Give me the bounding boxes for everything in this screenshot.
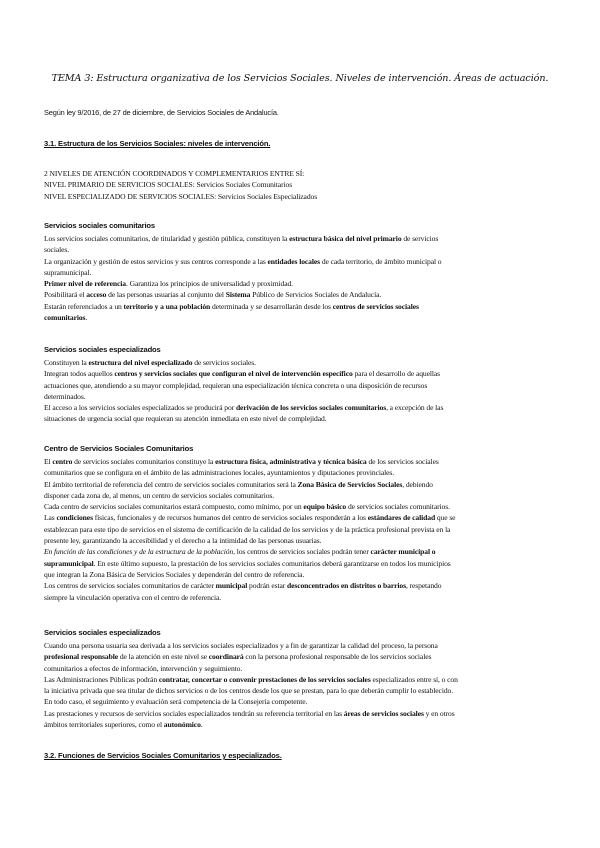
paragraph-line: [44, 289, 564, 300]
text-run: centro: [52, 457, 73, 466]
paragraph-line: supramunicipal.: [44, 267, 92, 277]
text-run: de los servicios sociales: [366, 457, 439, 466]
heading-especializados: Servicios sociales especializados: [44, 345, 161, 354]
paragraph-line: [44, 301, 564, 312]
paragraph-line: [44, 479, 564, 490]
text-run: estructura básica del nivel primario: [289, 234, 402, 243]
paragraph-line: determinados.: [44, 391, 86, 401]
text-run: determinada y se desarrollarán desde los: [210, 301, 333, 311]
paragraph-line: [44, 580, 564, 591]
text-run: de la atención en este nivel se: [118, 652, 209, 662]
paragraph-line: actuaciones que, atendiendo a su mayor complejidad, requieran una especialización técnica concreta o una disposición de recursos: [44, 380, 428, 390]
text-run: , debiendo: [402, 479, 433, 489]
text-run: Cada centro de servicios sociales comunitarios estará compuesto, como mínimo, por un: [44, 502, 304, 512]
paragraph-line: [44, 719, 564, 730]
text-run: carácter municipal o: [370, 547, 436, 557]
paragraph-line: presente ley, garantizando la accesibilidad y el derecho a la intimidad de las personas usuarias.: [44, 536, 322, 546]
paragraph-line: comunitarios que se configura en el ámbito de las administraciones locales, ayuntamientos y diputaciones provinciales.: [44, 468, 395, 478]
text-run: Los centros de servicios sociales comunitarios de carácter: [44, 581, 216, 591]
paragraph-line: [44, 357, 564, 368]
paragraph-line: establezcan para este tipo de servicios en el sistema de certificación de la calidad de los servicios y de la práctica profesional prevista en la: [44, 524, 451, 534]
text-run: de servicios sociales.: [192, 358, 256, 367]
paragraph-line: siempre la vinculación operativa con el centro de referencia.: [44, 592, 222, 602]
text-run: . Garantiza los principios de universalidad y proximidad.: [125, 279, 293, 289]
comunitarios-paragraphs: [44, 233, 564, 323]
text-run: entidades locales: [267, 256, 321, 266]
niveles-list: [44, 168, 564, 202]
paragraph-line: que integran la Zona Básica de Servicios Sociales y dependerán del centro de referencia.: [44, 569, 305, 579]
text-run: municipal: [215, 581, 248, 591]
paragraph-line: [44, 278, 564, 289]
paragraph-line: [44, 708, 564, 719]
niveles-line: 2 NIVELES DE ATENCIÓN COORDINADOS Y COMPLEMENTARIOS ENTRE SÍ:: [44, 169, 305, 178]
text-run: condiciones: [56, 513, 93, 523]
heading-especializados-2: Servicios sociales especializados: [44, 628, 161, 637]
text-run: .: [200, 720, 203, 730]
text-run: Primer nivel de referencia: [44, 279, 126, 289]
text-run: con la persona profesional responsable de los servicios sociales: [243, 652, 432, 662]
intro-text: Según ley 9/2016, de 27 de diciembre, de Servicios Sociales de Andalucía.: [44, 108, 279, 117]
text-run: de servicios: [401, 234, 439, 243]
paragraph-line: [44, 501, 564, 512]
text-run: estructura del nivel especializado: [88, 358, 193, 367]
text-run: áreas de servicios sociales: [343, 708, 424, 718]
centro-paragraphs: [44, 456, 564, 603]
text-run: El ámbito territorial de referencia del centro de servicios sociales comunitarios será la: [44, 479, 298, 489]
text-run: autonómico: [163, 720, 201, 730]
text-run: centros de servicios sociales: [332, 301, 419, 311]
text-run: que se: [435, 513, 456, 523]
text-run: . En este último supuesto, la prestación de los servicios sociales comunitarios deberá garantizarse en todos los municipios: [93, 558, 451, 568]
paragraph-line: [44, 256, 564, 267]
text-run: Posibilitará el: [44, 290, 87, 300]
niveles-line: NIVEL ESPECIALIZADO DE SERVICIOS SOCIALES: Servicios Sociales Especializados: [44, 191, 318, 201]
paragraph-line: [44, 312, 564, 323]
especializados2-paragraphs: [44, 640, 564, 730]
paragraph-line: [44, 512, 564, 523]
text-run: La organización y gestión de estos servicios y sus centros corresponde a las: [44, 256, 268, 266]
text-run: de las personas usuarias al conjunto del: [106, 290, 226, 300]
paragraph-line: [44, 546, 564, 557]
text-run: profesional responsable: [44, 652, 119, 662]
text-run: Los servicios sociales comunitarios, de titularidad y gestión pública, constituyen la: [44, 234, 290, 243]
section-heading-3-2: 3.2. Funciones de Servicios Sociales Comunitarios y especializados.: [44, 751, 282, 760]
text-run: de servicios sociales comunitarios constituye la: [72, 457, 216, 466]
text-run: territorio y a una población: [123, 301, 211, 311]
text-run: podrán estar: [247, 581, 287, 591]
document-title: TEMA 3: Estructura organizativa de los Servicios Sociales. Niveles de intervención. Áreas de actuación.: [51, 73, 549, 84]
text-run: Público de Servicios Sociales de Andalucía.: [250, 290, 382, 300]
paragraph-line: situaciones de urgencia social que requieran su atención inmediata en este nivel de complejidad.: [44, 414, 327, 424]
text-run: centros y servicios sociales que configuran el nivel de intervención específico: [114, 369, 353, 379]
text-run: los centros de servicios sociales podrán tener: [234, 547, 371, 557]
text-run: Integran todos aquellos: [44, 369, 115, 379]
text-run: y en otros: [423, 708, 455, 718]
paragraph-line: [44, 402, 564, 413]
text-run: El: [44, 457, 53, 466]
text-run: Constituyen la: [44, 358, 89, 367]
text-run: Zona Básica de Servicios Sociales: [297, 479, 403, 489]
text-run: para el desarrollo de aquellas: [352, 369, 441, 379]
text-run: de cada territorio, de ámbito municipal o: [320, 256, 442, 266]
text-run: comunitarios: [44, 313, 86, 323]
paragraph-line: [44, 651, 564, 662]
heading-centro: Centro de Servicios Sociales Comunitarios: [44, 444, 194, 453]
text-run: Las prestaciones y recursos de servicios sociales especializados tendrán su referencia territorial en las: [44, 708, 344, 718]
text-run: estructura física, administrativa y técnica básica: [215, 457, 367, 466]
text-run: supramunicipal: [44, 558, 94, 568]
paragraph-line: sociales.: [44, 245, 70, 255]
paragraph-line: [44, 233, 564, 244]
paragraph-line: En todo caso, el seguimiento y evaluación será competencia de la Consejería competente.: [44, 697, 308, 707]
niveles-line: NIVEL PRIMARIO DE SERVICIOS SOCIALES: Servicios Sociales Comunitarios: [44, 180, 293, 190]
paragraph-line: la iniciativa privada que sea titular de dichos servicios o de los centros desde los que se prestan, para lo que deberán cumplir lo establecido.: [44, 686, 454, 696]
paragraph-line: [44, 456, 564, 467]
paragraph-line: comunitarios a efectos de información, intervención y seguimiento.: [44, 663, 243, 673]
paragraph-line: [44, 558, 564, 569]
text-run: coordinará: [208, 652, 244, 662]
text-run: desconcentrados en distritos o barrios: [286, 581, 406, 591]
paragraph-line: disponer cada zona de, al menos, un centro de servicios sociales comunitarios.: [44, 490, 275, 500]
text-run: de servicios sociales comunitarios.: [346, 502, 450, 512]
text-run: Sistema: [225, 290, 251, 300]
text-run: equipo básico: [303, 502, 347, 512]
text-run: Las: [44, 513, 57, 523]
text-run: físicas, funcionales y de recursos humanos del centro de servicios sociales responderán a los: [92, 513, 368, 523]
especializados-paragraphs: [44, 357, 564, 425]
text-run: , a excepción de las: [386, 403, 444, 413]
text-run: derivación de los servicios sociales comunitarios: [235, 403, 387, 413]
paragraph-line: Cuando una persona usuaria sea derivada a los servicios sociales especializados y a fin de garantizar la calidad del proceso, la persona: [44, 641, 438, 650]
text-run: En función de las condiciones y de la estructura de la población,: [44, 547, 235, 557]
text-run: El acceso a los servicios sociales especializados se producirá por: [44, 403, 236, 413]
text-run: especializados entre sí, o con: [370, 674, 458, 684]
text-run: contratar, concertar o convenir prestaciones de los servicios sociales: [158, 674, 371, 684]
paragraph-line: [44, 368, 564, 379]
section-heading-3-1: 3.1. Estructura de los Servicios Sociales: niveles de intervención.: [44, 139, 271, 148]
text-run: estándares de calidad: [367, 513, 436, 523]
text-run: .: [85, 313, 88, 323]
text-run: Estarán referenciados a un: [44, 301, 124, 311]
text-run: acceso: [86, 290, 107, 300]
heading-comunitarios: Servicios sociales comunitarios: [44, 221, 155, 230]
text-run: ámbitos territoriales superiores, como el: [44, 720, 164, 730]
paragraph-line: [44, 674, 564, 685]
text-run: Las Administraciones Públicas podrán: [44, 674, 159, 684]
text-run: , respetando: [405, 581, 442, 591]
